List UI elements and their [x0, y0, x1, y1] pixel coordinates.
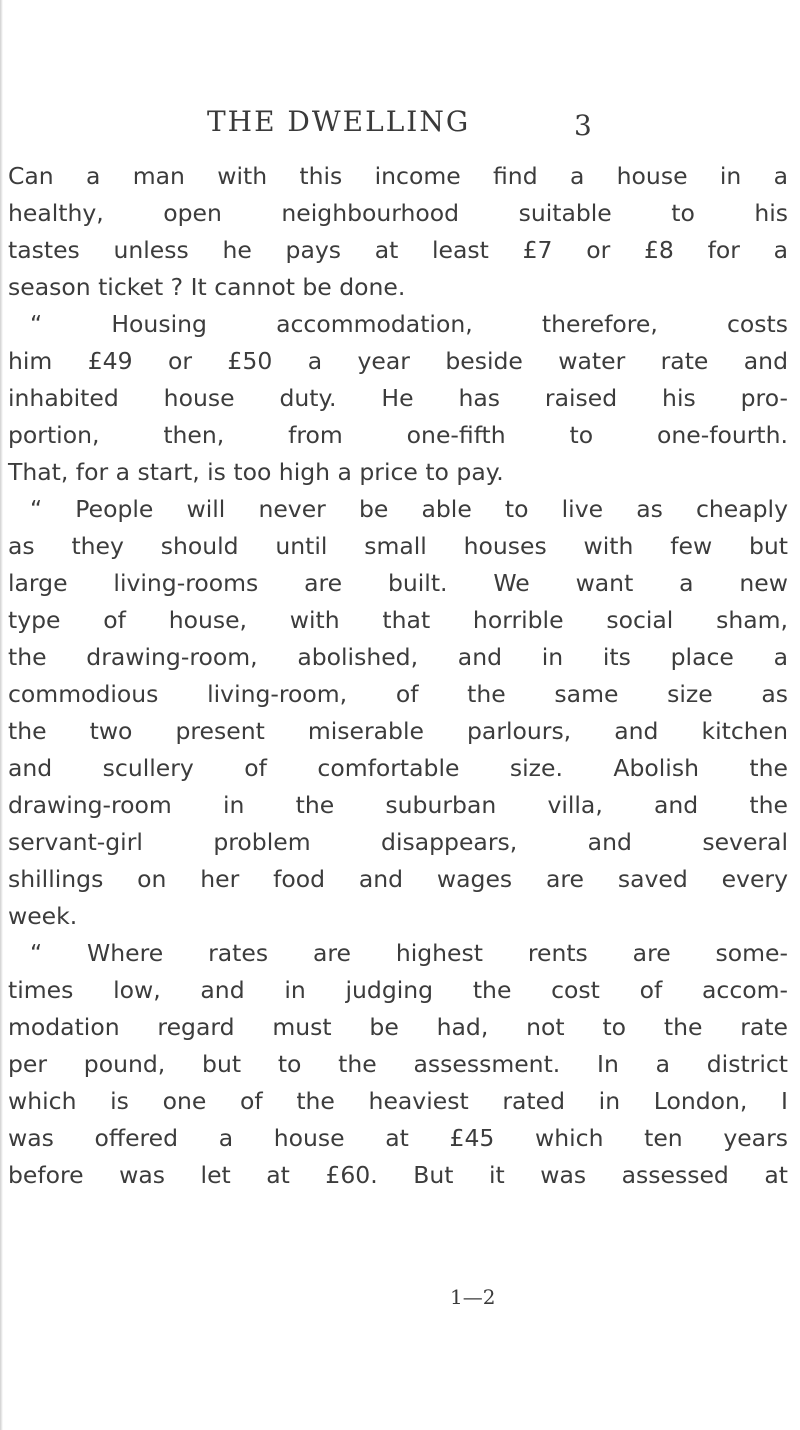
text-line: before was let at £60. But it was assessed at [8, 1161, 788, 1189]
signature-mark: 1—2 [450, 1285, 496, 1309]
text-line: type of house, with that horrible social sham, [8, 606, 788, 634]
text-line: Can a man with this income find a house in a [8, 162, 788, 190]
text-line: and scullery of comfortable size. Abolish the [8, 754, 788, 782]
text-line: times low, and in judging the cost of accom- [8, 976, 788, 1004]
page-number: 3 [574, 109, 592, 142]
text-line: modation regard must be had, not to the rate [8, 1013, 788, 1041]
text-line: drawing-room in the suburban villa, and the [8, 791, 788, 819]
page-gutter-edge [0, 0, 3, 1430]
text-line: the two present miserable parlours, and kitchen [8, 717, 788, 745]
text-line: portion, then, from one-fifth to one-fourth. [8, 421, 788, 449]
text-line: week. [8, 902, 78, 930]
text-line: healthy, open neighbourhood suitable to his [8, 199, 788, 227]
text-line: servant-girl problem disappears, and several [8, 828, 788, 856]
text-line: as they should until small houses with few but [8, 532, 788, 560]
text-line: “ People will never be able to live as cheaply [30, 495, 788, 523]
text-line: season ticket ? It cannot be done. [8, 273, 406, 301]
running-head [0, 102, 800, 142]
body-text [8, 158, 788, 1194]
running-title: THE DWELLING [207, 105, 471, 138]
text-line: the drawing-room, abolished, and in its place a [8, 643, 788, 671]
text-line: “ Housing accommodation, therefore, costs [30, 310, 788, 338]
text-line: That, for a start, is too high a price to pay. [8, 458, 504, 486]
text-line: per pound, but to the assessment. In a district [8, 1050, 788, 1078]
text-line: “ Where rates are highest rents are some- [30, 939, 788, 967]
text-line: him £49 or £50 a year beside water rate and [8, 347, 788, 375]
text-line: which is one of the heaviest rated in London, I [8, 1087, 788, 1115]
text-line: large living-rooms are built. We want a new [8, 569, 788, 597]
text-line: was offered a house at £45 which ten years [8, 1124, 788, 1152]
text-line: inhabited house duty. He has raised his pro- [8, 384, 788, 412]
text-line: tastes unless he pays at least £7 or £8 for a [8, 236, 788, 264]
text-line: shillings on her food and wages are saved every [8, 865, 788, 893]
text-line: commodious living-room, of the same size as [8, 680, 788, 708]
